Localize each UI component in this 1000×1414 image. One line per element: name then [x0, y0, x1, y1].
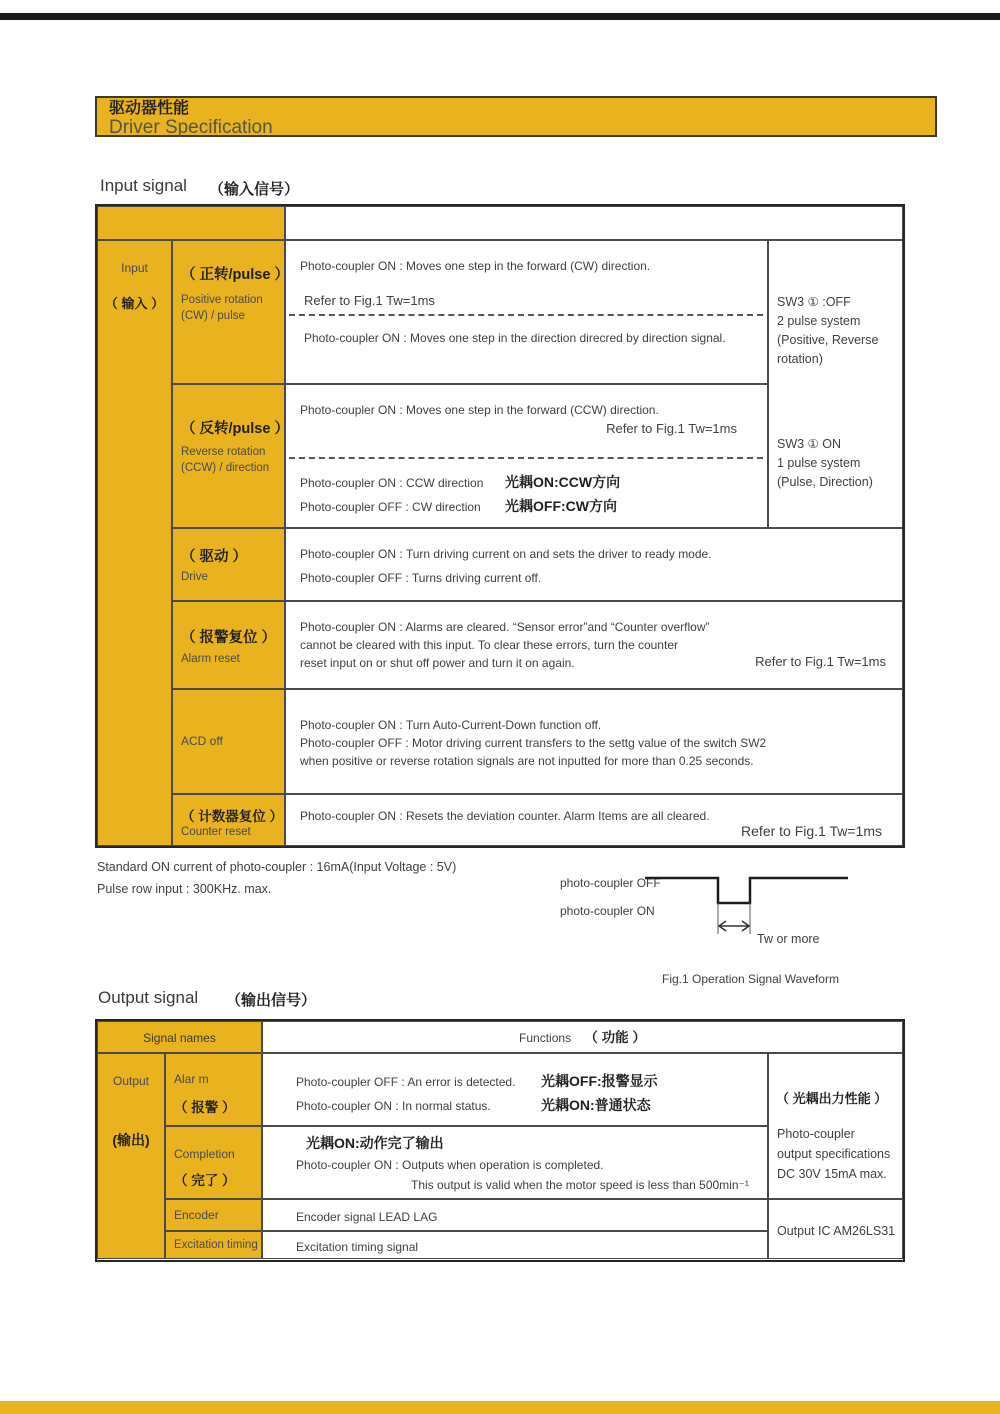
output-side-title-cn: （ 光耦出力性能 ）: [776, 1091, 888, 1106]
output-header-function-en: Functions: [519, 1031, 572, 1045]
output-section-heading: Output signal: [98, 988, 199, 1007]
input-row4-name-en: Alarm reset: [181, 653, 240, 665]
input-row2-text3: [300, 497, 617, 516]
output-header-signal-label: Signal names: [143, 1031, 216, 1045]
output-row1-line2-cn: 光耦ON:普通状态: [541, 1097, 651, 1113]
output-row1-content-cell: [262, 1053, 768, 1126]
side2-line1: SW3 ① ON: [777, 437, 841, 451]
input-group-label: Input: [121, 261, 148, 275]
input-row3-name-cn: （ 驱动 ）: [181, 549, 248, 565]
waveform-caption: Fig.1 Operation Signal Waveform: [662, 972, 839, 986]
output-side-spec-line3: DC 30V 15mA max.: [777, 1167, 887, 1181]
output-row1-line2-en: Photo-coupler ON : In normal status.: [296, 1099, 491, 1113]
input-row5-name-en: ACD off: [181, 734, 223, 748]
input-row1-content-cell: [285, 240, 768, 384]
input-row6-line1: Photo-coupler ON : Resets the deviation counter. Alarm Items are all cleared.: [300, 809, 710, 823]
side1-line2: 2 pulse system: [777, 314, 861, 328]
output-header-function-label: [263, 1029, 902, 1047]
output-group-cell: [97, 1053, 165, 1259]
output-row4-name-cell: [165, 1231, 262, 1259]
input-row4-name-cn: （ 报警复位 ）: [181, 630, 277, 646]
input-row4-content-cell: [285, 601, 903, 689]
output-row1-line1: [296, 1072, 658, 1091]
output-row2-cn-line: 光耦ON:动作完了输出: [306, 1135, 444, 1151]
input-row1-name-en1: Positive rotation: [181, 294, 263, 306]
banner-title-cn: 驱动器性能: [109, 100, 190, 117]
output-side-spec-line1: Photo-coupler: [777, 1127, 855, 1141]
output-side-ic-label: Output IC AM26LS31: [777, 1224, 896, 1238]
side1-line4: rotation): [777, 352, 823, 366]
output-row1-name-cell: [165, 1053, 262, 1126]
input-group-cell: [97, 240, 172, 846]
output-row1-line1-cn: 光耦OFF:报警显示: [541, 1073, 658, 1089]
output-signal-table: [95, 1019, 905, 1262]
output-side-spec: [777, 1124, 890, 1184]
output-side-cell-a: [768, 1053, 903, 1199]
input-row5-line2: Photo-coupler OFF : Motor driving current transfers to the settg value of the switch SW2: [300, 736, 767, 750]
output-header-function-cn: （ 功能 ）: [584, 1030, 646, 1045]
input-row1-name-cn: （ 正转/pulse ）: [181, 267, 289, 283]
input-row3-line2: Photo-coupler OFF : Turns driving current off.: [300, 571, 542, 585]
input-group-label-cn: （ 输入 ）: [104, 296, 165, 311]
input-row3-name-cell: [172, 528, 285, 601]
input-row2-text1: Photo-coupler ON : Moves one step in the forward (CCW) direction.: [300, 403, 659, 417]
input-row5-line3: when positive or reverse rotation signals are not inputted for more than 0.25 seconds.: [300, 754, 754, 768]
input-row2-text2-cn: 光耦ON:CCW方向: [505, 474, 621, 490]
output-group-label: Output: [112, 1074, 150, 1088]
input-row1-refer: Refer to Fig.1 Tw=1ms: [304, 293, 435, 308]
input-row1-name-en2: (CW) / pulse: [181, 310, 245, 322]
input-row5-content-cell: [285, 689, 903, 794]
output-row4-name-en: Excitation timing: [174, 1239, 258, 1251]
input-row2-name-cn: （ 反转/pulse ）: [181, 421, 289, 437]
input-row2-text2-en: Photo-coupler ON : CCW direction: [300, 476, 484, 490]
input-row6-refer: Refer to Fig.1 Tw=1ms: [741, 823, 882, 839]
input-row6-name-cn: （ 计数器复位 ）: [181, 809, 284, 824]
input-row2-text3-cn: 光耦OFF:CW方向: [505, 498, 617, 514]
input-row4-name-cell: [172, 601, 285, 689]
operation-signal-waveform: [590, 858, 870, 948]
title-banner: [95, 96, 937, 137]
input-section-heading-cn: （输入信号）: [209, 181, 300, 198]
output-row2-name-en: Completion: [174, 1147, 235, 1161]
output-row3-line1: Encoder signal LEAD LAG: [296, 1210, 438, 1224]
input-row5-name-cell: [172, 689, 285, 794]
side1-line1: SW3 ① :OFF: [777, 295, 851, 309]
output-row1-name-cn: （ 报警 ）: [174, 1100, 236, 1115]
output-row3-name-en: Encoder: [174, 1208, 219, 1222]
top-scan-bar: [0, 13, 1000, 20]
input-row4-line1: Photo-coupler ON : Alarms are cleared. “Sensor error”and “Counter overflow”: [300, 620, 710, 634]
input-side-note-1: [777, 293, 878, 369]
input-row2-dashed-divider: [289, 457, 763, 459]
output-row4-line1: Excitation timing signal: [296, 1240, 419, 1254]
output-row1-line1-en: Photo-coupler OFF : An error is detected.: [296, 1075, 516, 1089]
output-row2-name-cn: （ 完了 ）: [174, 1173, 236, 1188]
note-pulse-input: Pulse row input : 300KHz. max.: [97, 882, 272, 896]
waveform-label-off: photo-coupler OFF: [560, 876, 661, 890]
input-row6-content-cell: [285, 794, 903, 846]
waveform-label-on: photo-coupler ON: [560, 904, 655, 918]
input-row2-refer: Refer to Fig.1 Tw=1ms: [606, 421, 737, 436]
output-side-spec-line2: output specifications: [777, 1147, 891, 1161]
output-row2-content-cell: [262, 1126, 768, 1199]
output-row2-line2: This output is valid when the motor speed is less than 500min⁻¹: [411, 1178, 749, 1192]
input-row2-name-cell: [172, 384, 289, 528]
note-photocoupler-current: Standard ON current of photo-coupler : 16mA(Input Voltage : 5V): [97, 860, 457, 874]
output-section-heading-cn: （输出信号）: [226, 992, 317, 1009]
side2-line2: 1 pulse system: [777, 456, 861, 470]
input-row1-name-cell: [172, 240, 289, 384]
output-row3-content-cell: [262, 1199, 768, 1231]
output-row4-content-cell: [262, 1231, 768, 1259]
input-side-note-cell: [768, 240, 903, 528]
input-section-heading: Input signal: [100, 176, 187, 195]
input-row1-text1: Photo-coupler ON : Moves one step in the forward (CW) direction.: [300, 259, 651, 273]
side1-line3: (Positive, Reverse: [777, 333, 879, 347]
input-row4-line2: cannot be cleared with this input. To clear these errors, turn the counter: [300, 638, 678, 652]
input-row5-line1: Photo-coupler ON : Turn Auto-Current-Down function off.: [300, 718, 602, 732]
output-row1-name-en: Alar m: [174, 1072, 209, 1086]
input-row4-refer: Refer to Fig.1 Tw=1ms: [755, 654, 886, 669]
input-header-function-cell: [285, 206, 903, 240]
banner-title-en: Driver Specification: [109, 117, 273, 138]
input-row1-dashed-divider: [289, 314, 763, 316]
input-row4-line3: reset input on or shut off power and turn it on again.: [300, 656, 575, 670]
output-group-label-cn: (输出): [112, 1132, 150, 1148]
input-row1-text2: Photo-coupler ON : Moves one step in the direction direcred by direction signal.: [304, 331, 726, 345]
input-row6-name-en: Counter reset: [181, 826, 251, 838]
input-row2-name-en1: Reverse rotation: [181, 446, 266, 458]
input-side-note-2: [777, 435, 873, 492]
input-row2-name-en2: (CCW) / direction: [181, 462, 270, 474]
input-row2-content-cell: [285, 384, 768, 528]
output-header-signal-cell: [97, 1021, 262, 1053]
input-row2-text2: [300, 473, 620, 492]
output-header-function-cell: [262, 1021, 903, 1053]
output-row1-line2: [296, 1096, 651, 1115]
waveform-tw-label: Tw or more: [757, 932, 820, 946]
output-row3-name-cell: [165, 1199, 262, 1231]
output-row2-line1: Photo-coupler ON : Outputs when operation is completed.: [296, 1158, 604, 1172]
side2-line3: (Pulse, Direction): [777, 475, 873, 489]
input-row3-content-cell: [285, 528, 903, 601]
bottom-scan-bar: [0, 1401, 1000, 1414]
output-row2-name-cell: [165, 1126, 262, 1199]
input-signal-table: [95, 204, 905, 848]
output-side-cell-b: [768, 1199, 903, 1259]
input-header-signal-cell: [97, 206, 285, 240]
input-row2-text3-en: Photo-coupler OFF : CW direction: [300, 500, 481, 514]
input-row3-name-en: Drive: [181, 571, 208, 583]
input-row6-name-cell: [172, 794, 285, 846]
input-row3-line1: Photo-coupler ON : Turn driving current on and sets the driver to ready mode.: [300, 547, 712, 561]
